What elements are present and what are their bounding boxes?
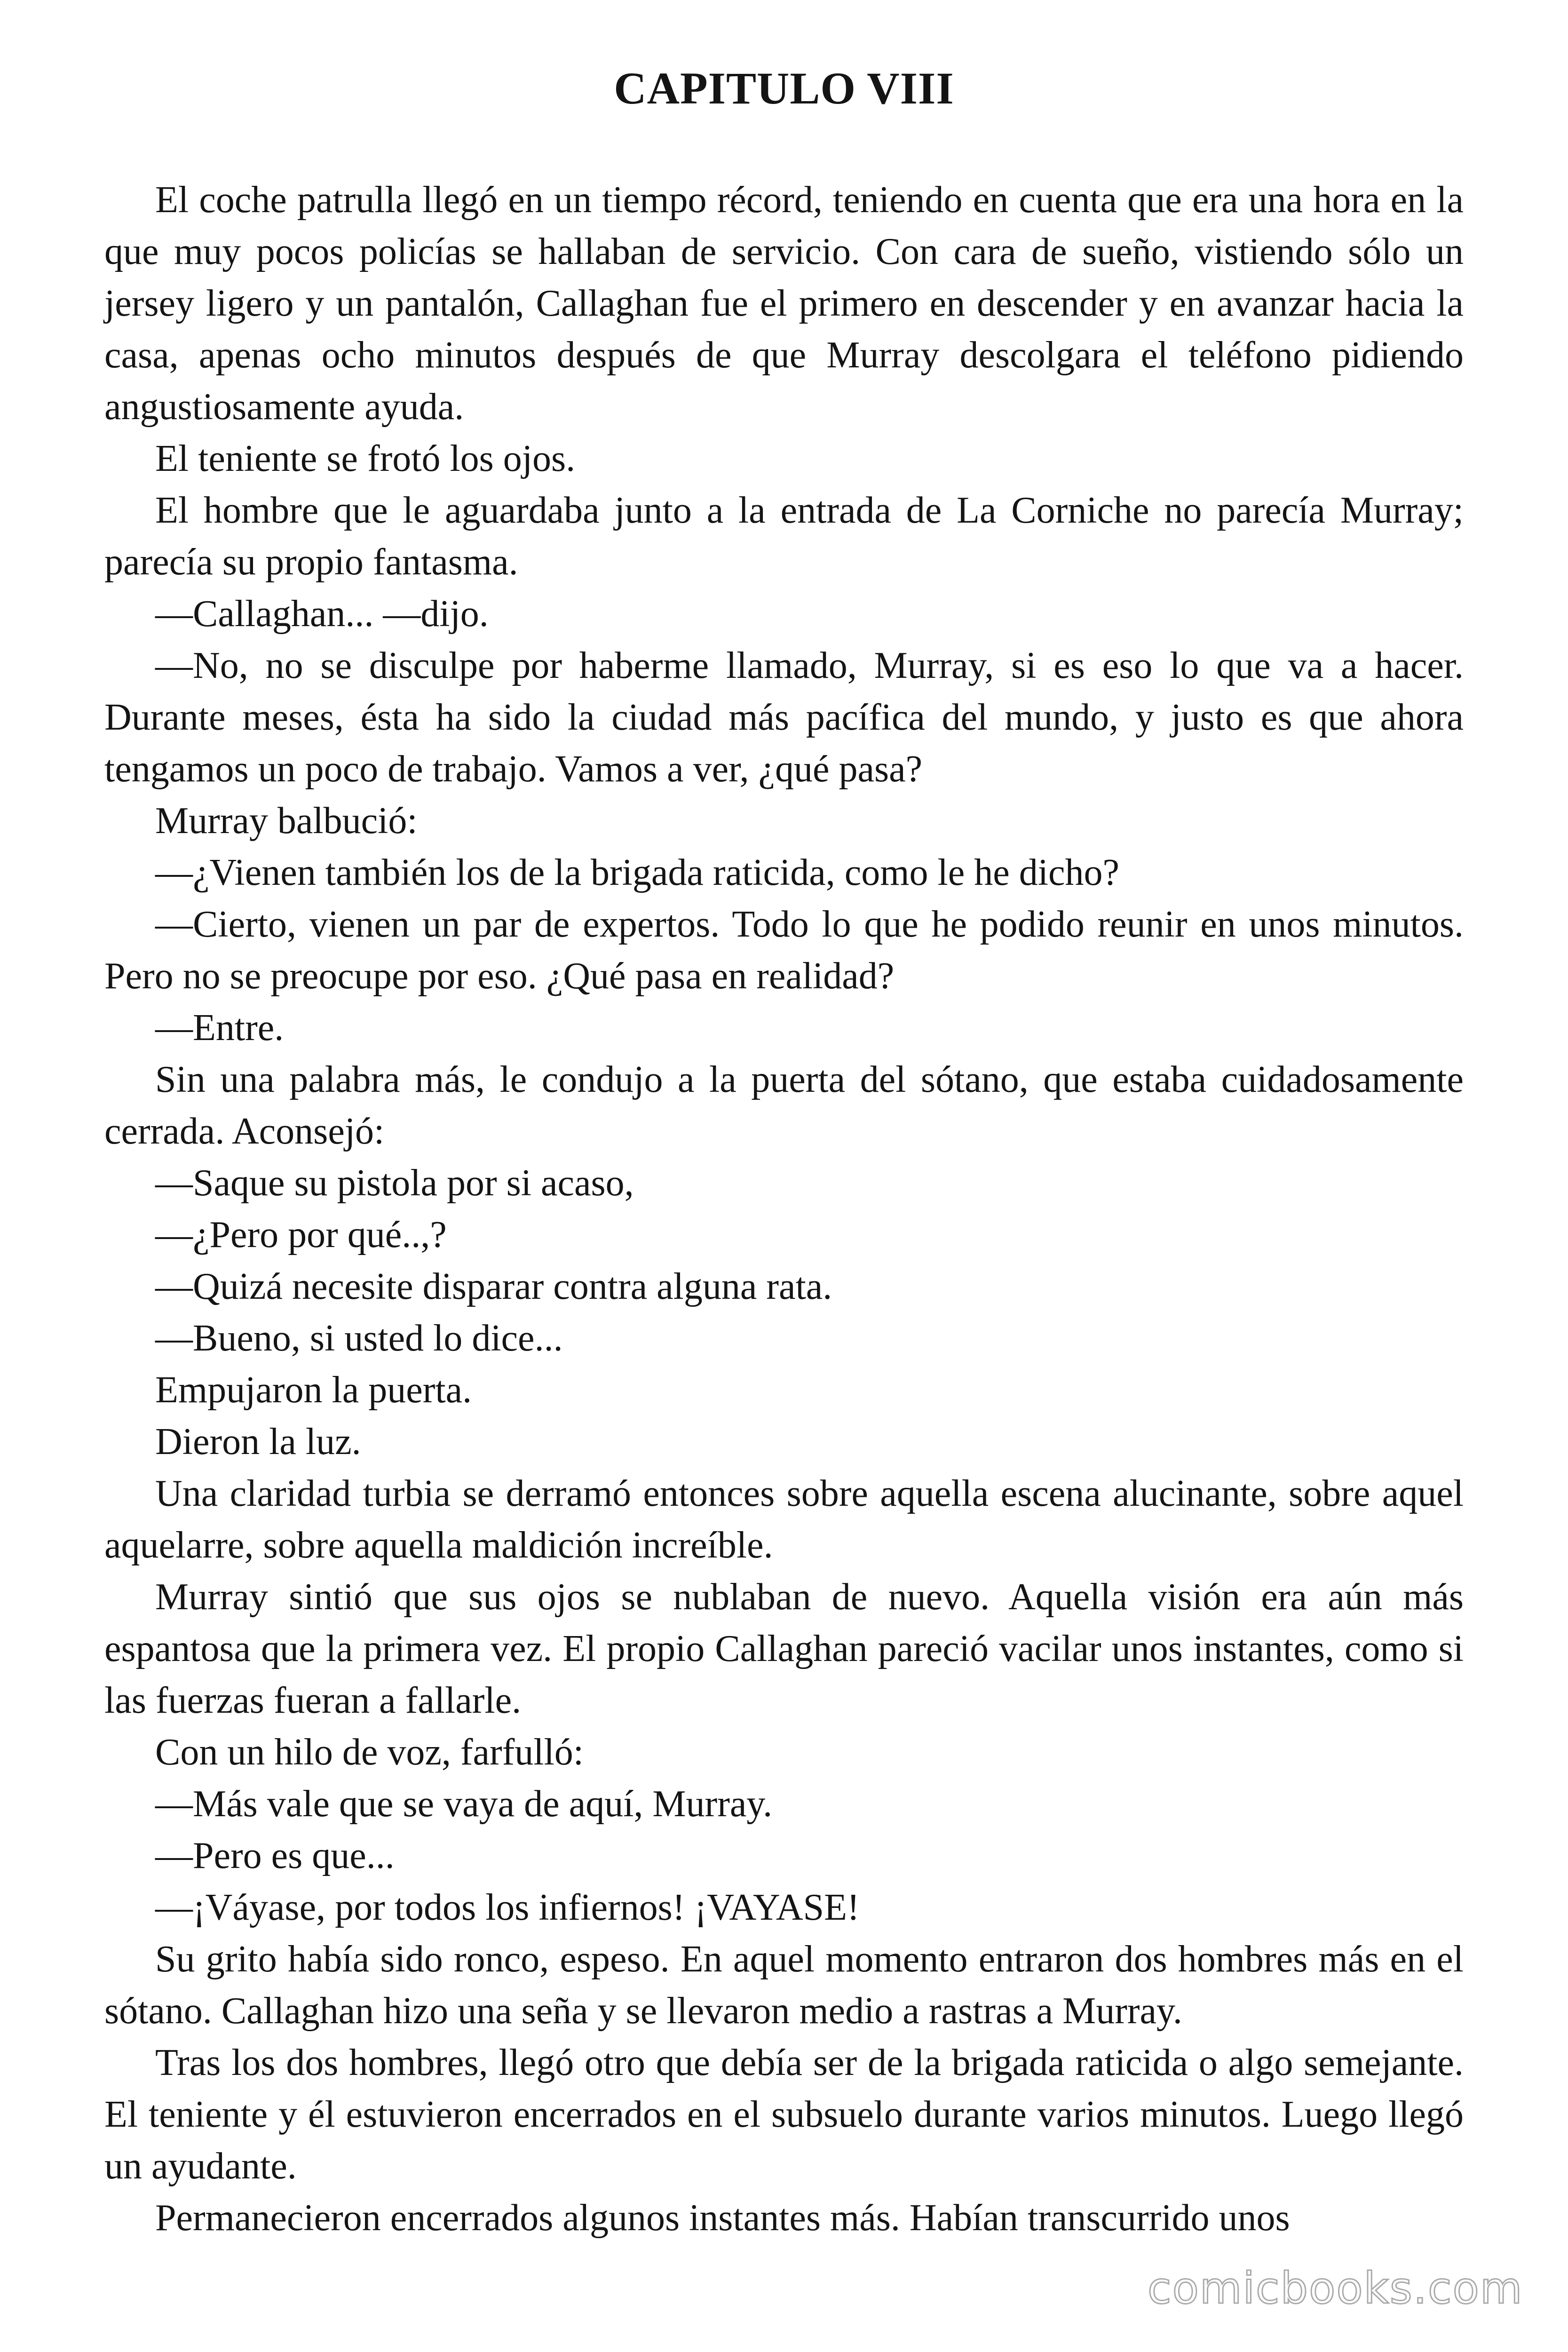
paragraph: Permanecieron encerrados algunos instantes más. Habían transcurrido unos: [155, 2197, 1290, 2239]
paragraph: El hombre que le aguardaba junto a la entrada de La Corniche no parecía Murray; parecía su propio fantasma.: [104, 490, 1464, 583]
paragraph: —Cierto, vienen un par de expertos. Todo lo que he podido reunir en unos minutos. Pero no se preocupe por eso. ¿Qué pasa en realidad?: [104, 904, 1464, 997]
paragraph: Dieron la luz.: [155, 1421, 361, 1462]
watermark: comicbooks.com: [1148, 2263, 1523, 2313]
paragraph: —¿Pero por qué..,?: [155, 1214, 447, 1255]
paragraph: Murray sintió que sus ojos se nublaban de nuevo. Aquella visión era aún más espantosa que la primera vez. El propio Callaghan pareció vacilar unos instantes, como si las fuerzas fueran a fallarle.: [104, 1576, 1464, 1721]
paragraph: —Quizá necesite disparar contra alguna rata.: [155, 1266, 832, 1307]
paragraph: —¿Vienen también los de la brigada raticida, como le he dicho?: [155, 852, 1119, 893]
paragraph: Sin una palabra más, le condujo a la puerta del sótano, que estaba cuidadosamente cerrada. Aconsejó:: [104, 1059, 1464, 1152]
paragraph: —Bueno, si usted lo dice...: [155, 1318, 563, 1359]
paragraph: —No, no se disculpe por haberme llamado, Murray, si es eso lo que va a hacer. Durante meses, ésta ha sido la ciudad más pacífica del mundo, y justo es que ahora tengamos un poco de trabajo. Vamos a ver, ¿qué pasa?: [104, 645, 1464, 790]
paragraph: Su grito había sido ronco, espeso. En aquel momento entraron dos hombres más en el sótano. Callaghan hizo una seña y se llevaron medio a rastras a Murray.: [104, 1939, 1464, 2032]
paragraph: Tras los dos hombres, llegó otro que debía ser de la brigada raticida o algo semejante. El teniente y él estuvieron encerrados en el subsuelo durante varios minutos. Luego llegó un ayudante.: [104, 2042, 1464, 2187]
chapter-title: CAPITULO VIII: [614, 63, 954, 113]
paragraph: Con un hilo de voz, farfulló:: [155, 1732, 584, 1773]
paragraph: Una claridad turbia se derramó entonces sobre aquella escena alucinante, sobre aquel aquelarre, sobre aquella maldición increíble.: [104, 1473, 1464, 1566]
paragraph: El coche patrulla llegó en un tiempo récord, teniendo en cuenta que era una hora en la que muy pocos policías se hallaban de servicio. Con cara de sueño, vistiendo sólo un jersey ligero y un pantalón, Callaghan fue el primero en descender y en avanzar hacia la casa, apenas ocho minutos después de que Murray descolgara el teléfono pidiendo angustiosamente ayuda.: [104, 179, 1464, 428]
paragraph: Empujaron la puerta.: [155, 1369, 472, 1411]
paragraph: —Callaghan... —dijo.: [155, 593, 489, 635]
paragraph: El teniente se frotó los ojos.: [155, 438, 576, 479]
paragraph: —Pero es que...: [155, 1835, 395, 1876]
paragraph: —Más vale que se vaya de aquí, Murray.: [155, 1783, 773, 1825]
paragraph: Murray balbució:: [155, 800, 418, 842]
paragraph: —¡Váyase, por todos los infiernos! ¡VAYASE!: [155, 1887, 860, 1928]
paragraph: —Saque su pistola por si acaso,: [155, 1162, 634, 1204]
chapter-text: [104, 174, 1464, 2244]
paragraph: —Entre.: [155, 1007, 284, 1049]
